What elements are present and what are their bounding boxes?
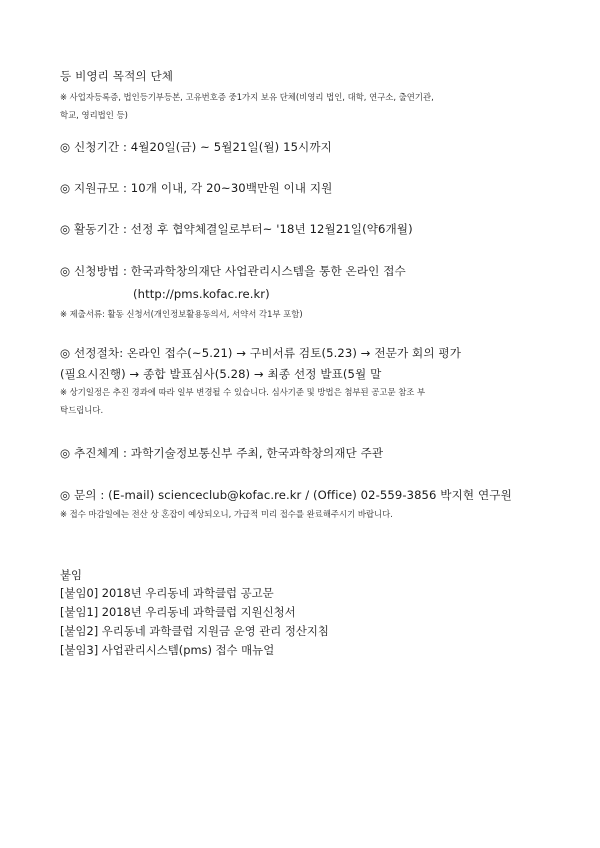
selection-procedure-line2: (필요시진행) → 종합 발표심사(5.28) → 최종 선정 발표(5월 말 — [60, 367, 382, 381]
application-method: ◎ 신청방법 : 한국과학창의재단 사업관리시스템을 통한 온라인 접수 — [60, 264, 406, 278]
attachments-heading: 붙임 — [60, 568, 83, 582]
schedule-note-line1: ※ 상기일정은 추진 경과에 따라 일부 변경될 수 있습니다. 심사기준 및 방법은 첨부된 공고문 참조 부 — [60, 387, 426, 397]
attachment-item: [붙임0] 2018년 우리동네 과학클럽 공고문 — [60, 586, 274, 600]
application-url: (http://pms.kofac.re.kr) — [133, 287, 270, 301]
attachment-item: [붙임1] 2018년 우리동네 과학클럽 지원신청서 — [60, 605, 296, 619]
documents-note: ※ 제출서류: 활동 신청서(개인정보활용동의서, 서약서 각1부 포함) — [60, 309, 303, 319]
schedule-note-line2: 탁드립니다. — [60, 405, 104, 415]
activity-period: ◎ 활동기간 : 선정 후 협약체결일로부터~ '18년 12월21일(약6개월) — [60, 222, 413, 236]
intro-heading: 등 비영리 목적의 단체 — [60, 69, 174, 83]
organization-system: ◎ 추진체계 : 과학기술정보통신부 주최, 한국과학창의재단 주관 — [60, 446, 384, 460]
deadline-note: ※ 접수 마감일에는 전산 상 혼잡이 예상되오니, 가급적 미리 접수를 완료해주시기 바랍니다. — [60, 509, 393, 519]
attachment-item: [붙임2] 우리동네 과학클럽 지원금 운영 관리 정산지침 — [60, 624, 329, 638]
eligibility-note-line1: ※ 사업자등록증, 법인등기부등본, 고유번호증 중1가지 보유 단체(비영리 법인, 대학, 연구소, 출연기관, — [60, 92, 434, 102]
attachment-item: [붙임3] 사업관리시스템(pms) 접수 매뉴얼 — [60, 643, 275, 657]
contact-info: ◎ 문의 : (E-mail) scienceclub@kofac.re.kr / (Office) 02-559-3856 박지현 연구원 — [60, 488, 512, 502]
selection-procedure-line1: ◎ 선정절차: 온라인 접수(~5.21) → 구비서류 검토(5.23) → 전문가 회의 평가 — [60, 346, 462, 360]
application-period: ◎ 신청기간 : 4월20일(금) ~ 5월21일(월) 15시까지 — [60, 140, 332, 154]
eligibility-note-line2: 학교, 영리법인 등) — [60, 110, 128, 120]
support-scale: ◎ 지원규모 : 10개 이내, 각 20~30백만원 이내 지원 — [60, 181, 333, 195]
